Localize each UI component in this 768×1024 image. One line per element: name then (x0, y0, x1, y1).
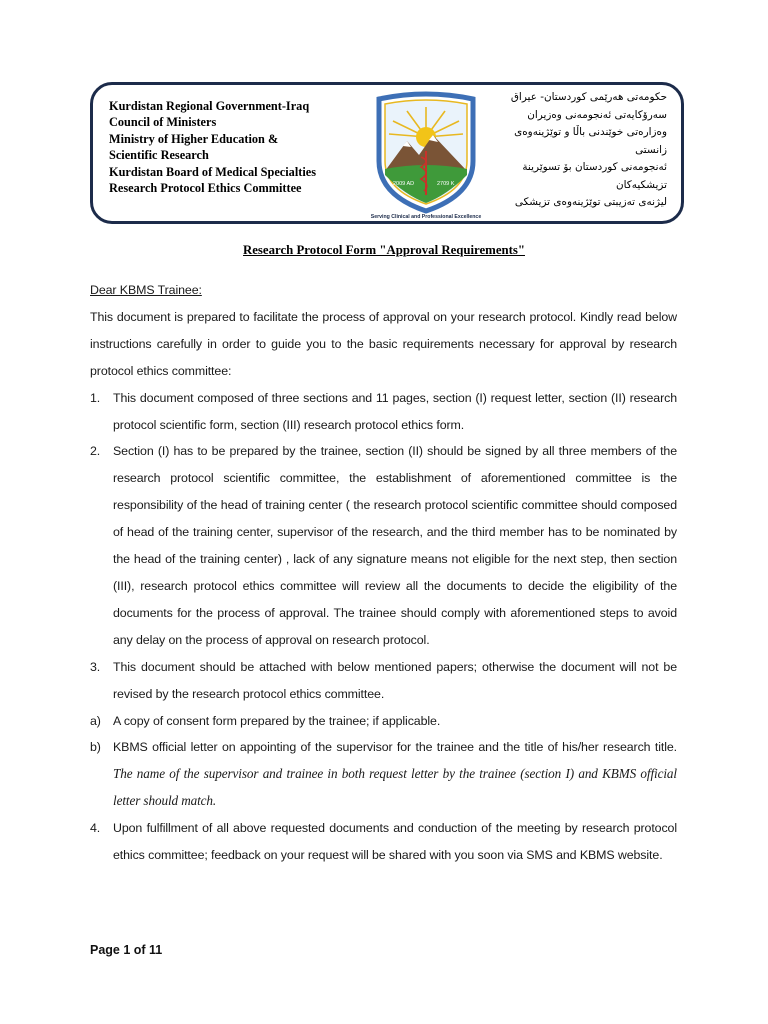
list-item (90, 734, 677, 815)
list-marker: 4. (90, 821, 101, 836)
list-item (90, 815, 677, 869)
list-item (90, 708, 677, 735)
letterhead-line: لیژنەی تەزیبتی توێژینەوەی تزیشکی (514, 196, 667, 208)
list-item-text: This document should be attached with below mentioned papers; otherwise the document will not be revised by the research protocol ethics committee. (113, 659, 677, 701)
kbms-emblem-icon (367, 91, 485, 215)
letterhead-line: سەرۆکایەتی ئەنجومەنی وەزیران (527, 108, 667, 121)
logo-year-left: 2009 AD (393, 181, 415, 187)
list-item-text: Upon fulfillment of all above requested documents and conduction of the meeting by research protocol ethics committee; feedback on your request will be shared with you soon via SMS and KBMS website. (113, 821, 677, 863)
letterhead-line: Kurdistan Regional Government-Iraq (109, 99, 310, 113)
page-number: Page 1 of 11 (90, 943, 163, 957)
list-item (90, 385, 677, 439)
list-item-text: A copy of consent form prepared by the trainee; if applicable. (113, 713, 441, 728)
list-item (90, 438, 677, 653)
salutation: Dear KBMS Trainee: (90, 283, 202, 297)
list-marker: 3. (90, 659, 101, 674)
list-item-text: KBMS official letter on appointing of the supervisor for the trainee and the title of his/her research title. (113, 740, 677, 755)
list-item-text: Section (I) has to be prepared by the trainee, section (II) should be signed by all three members of the research protocol scientific committee, the establishment of aforementioned committee is the responsibility of the head of training center ( the research protocol scientific committee should composed of head of the training center, supervisor of the research, and the third member has to be nominated by the head of the training center) , lack of any signature means not eligible for the next step, then section (III), research protocol ethics committee will review all the documents to decide the eligibility of the documents for the process of approval. The trainee should comply with aforementioned steps to avoid any delay on the process of approval on research protocol. (113, 444, 677, 647)
letterhead-line: Ministry of Higher Education & (109, 131, 279, 146)
letterhead-english (109, 98, 367, 196)
intro-paragraph: This document is prepared to facilitate the process of approval on your research protocol. Kindly read below instructions carefully in order to guide you to the basic requirements necessary for approval by research protocol ethics committee: (90, 309, 677, 378)
list-item (90, 654, 677, 708)
list-item-emphasis: The name of the supervisor and trainee in both request letter by the trainee (section I) and KBMS official letter should match. (113, 766, 677, 809)
document-title (0, 243, 768, 258)
document-title-text: Research Protocol Form "Approval Requirements" (243, 243, 525, 257)
list-marker: b) (90, 740, 101, 755)
letterhead-kurdish (485, 89, 667, 212)
document-body (90, 277, 677, 869)
list-marker: a) (90, 713, 101, 728)
letterhead-line: وەزارەتی خوێندنی باڵا و توێژینەوەی (514, 126, 667, 138)
logo-year-right: 2709 K (437, 181, 455, 187)
letterhead-line: زانستی (635, 143, 667, 156)
list-marker: 2. (90, 444, 101, 459)
letterhead-line: Scientific Research (109, 148, 209, 163)
letterhead-line: حکومەتی هەرێمی کوردستان- عیراق (510, 91, 667, 103)
kbms-logo (367, 91, 485, 223)
logo-tagline: Serving Clinical and Professional Excellence (370, 214, 482, 220)
letterhead-line: ئەنجومەنی کوردستان بۆ تسوێرینة (522, 161, 667, 173)
list-marker: 1. (90, 390, 101, 405)
letterhead-line: Kurdistan Board of Medical Specialties (109, 164, 316, 179)
letterhead-line: Research Protocol Ethics Committee (109, 181, 302, 196)
letterhead (90, 82, 684, 224)
list-item-text: This document composed of three sections and 11 pages, section (I) request letter, section (II) research protocol scientific form, section (III) research protocol ethics form. (113, 390, 677, 432)
letterhead-line: تزیشکیەکان (616, 178, 667, 191)
letterhead-line: Council of Ministers (109, 115, 217, 130)
